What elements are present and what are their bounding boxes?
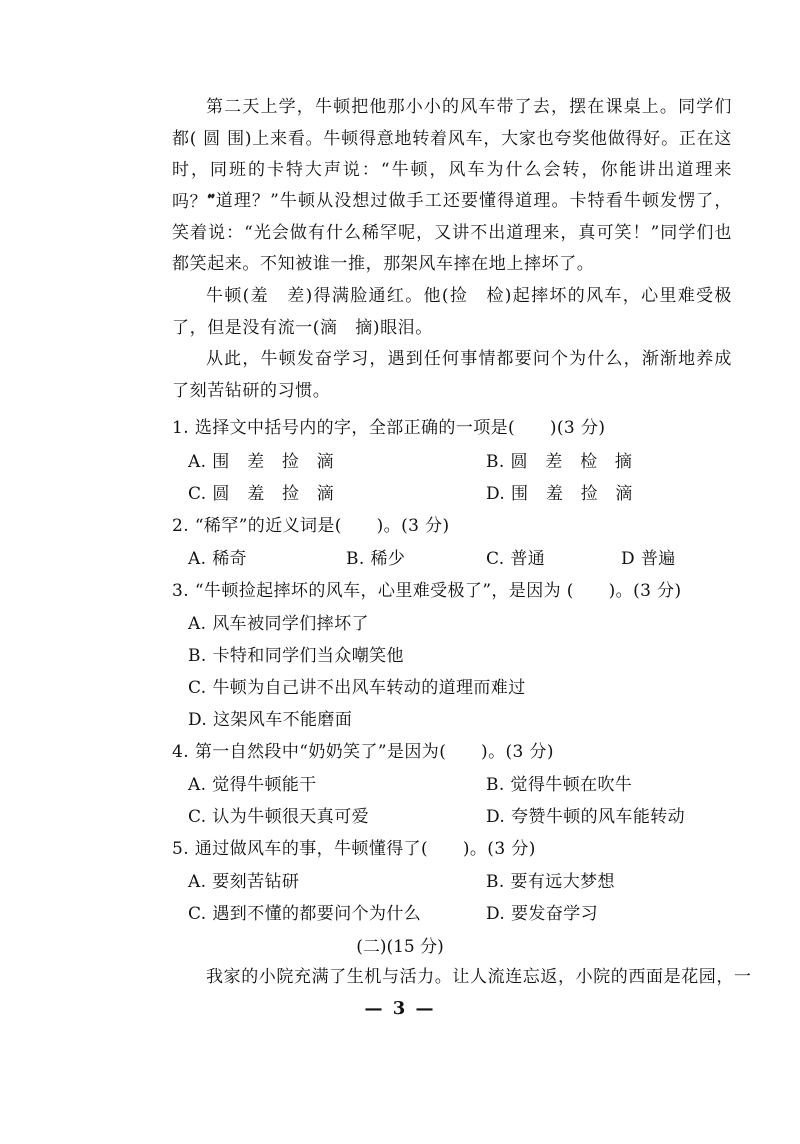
question-5-option-c[interactable]: C. 遇到不懂的都要问个为什么 [188, 904, 422, 924]
question-5-option-b[interactable]: B. 要有远大梦想 [486, 872, 615, 892]
question-2-option-d[interactable]: D 普遍 [621, 549, 676, 569]
question-1-option-b[interactable]: B. 圆 差 检 摘 [486, 452, 633, 472]
question-1-option-d[interactable]: D. 围 羞 捡 滴 [486, 484, 633, 504]
passage-paragraph-1: 第二天上学，牛顿把他那小小的风车带了去，摆在课桌上。同学们都( 圆 围)上来看。牛顿得意地转着风车，大家也夸奖他做得好。正在这时，同班的卡特大声说：“牛顿，风车为什么会转，你能讲出道理来吗？” [172, 97, 732, 212]
passage-paragraph-4: 从此，牛顿发奋学习，遇到任何事情都要问个为什么，渐渐地养成了刻苦钻研的习惯。 [172, 349, 732, 401]
question-5-stem: 5. 通过做风车的事，牛顿懂得了( )。(3 分) [172, 839, 536, 859]
question-2-option-b[interactable]: B. 稀少 [346, 549, 406, 569]
question-1-stem: 1. 选择文中括号内的字，全部正确的一项是( )(3 分) [172, 418, 606, 438]
question-3-stem: 3. “牛顿捡起摔坏的风车，心里难受极了”，是因为 ( )。(3 分) [172, 581, 682, 601]
question-5-option-d[interactable]: D. 要发奋学习 [486, 904, 599, 924]
question-4-stem: 4. 第一自然段中“奶奶笑了”是因为( )。(3 分) [172, 742, 554, 762]
question-3-option-d[interactable]: D. 这架风车不能磨面 [188, 710, 353, 730]
question-2-option-c[interactable]: C. 普通 [486, 549, 546, 569]
question-4-option-a[interactable]: A. 觉得牛顿能干 [188, 775, 317, 795]
question-4-option-d[interactable]: D. 夸赞牛顿的风车能转动 [486, 807, 686, 827]
passage-paragraph-3: 牛顿(羞 差)得满脸通红。他(捡 检)起摔坏的风车，心里难受极了，但是没有流一(滴 摘)眼泪。 [172, 286, 732, 338]
question-2-stem: 2. “稀罕”的近义词是( )。(3 分) [172, 516, 450, 536]
question-2-option-a[interactable]: A. 稀奇 [188, 549, 248, 569]
question-4-option-c[interactable]: C. 认为牛顿很天真可爱 [188, 807, 370, 827]
question-3-option-a[interactable]: A. 风车被同学们摔坏了 [188, 614, 369, 634]
question-3-option-b[interactable]: B. 卡特和同学们当众嘲笑他 [188, 646, 404, 666]
section-2-heading: (二)(15 分) [356, 937, 444, 957]
question-3-option-c[interactable]: C. 牛顿为自己讲不出风车转动的道理而难过 [188, 678, 526, 698]
passage-paragraph-2: “道理？”牛顿从没想过做手工还要懂得道理。卡特看牛顿发愣了，笑着说：“光会做有什么稀罕呢，又讲不出道理来，真可笑！”同学们也都笑起来。不知被谁一推，那架风车摔在地上摔坏了。 [172, 191, 732, 274]
question-5-option-a[interactable]: A. 要刻苦钻研 [188, 872, 300, 892]
page-number: — 3 — [364, 998, 436, 1019]
question-4-option-b[interactable]: B. 觉得牛顿在吹牛 [486, 775, 633, 795]
section-2-passage: 我家的小院充满了生机与活力。让人流连忘返，小院的西面是花园，一 [206, 967, 752, 987]
question-1-option-c[interactable]: C. 圆 羞 捡 滴 [188, 484, 335, 504]
question-1-option-a[interactable]: A. 围 差 捡 滴 [188, 452, 335, 472]
